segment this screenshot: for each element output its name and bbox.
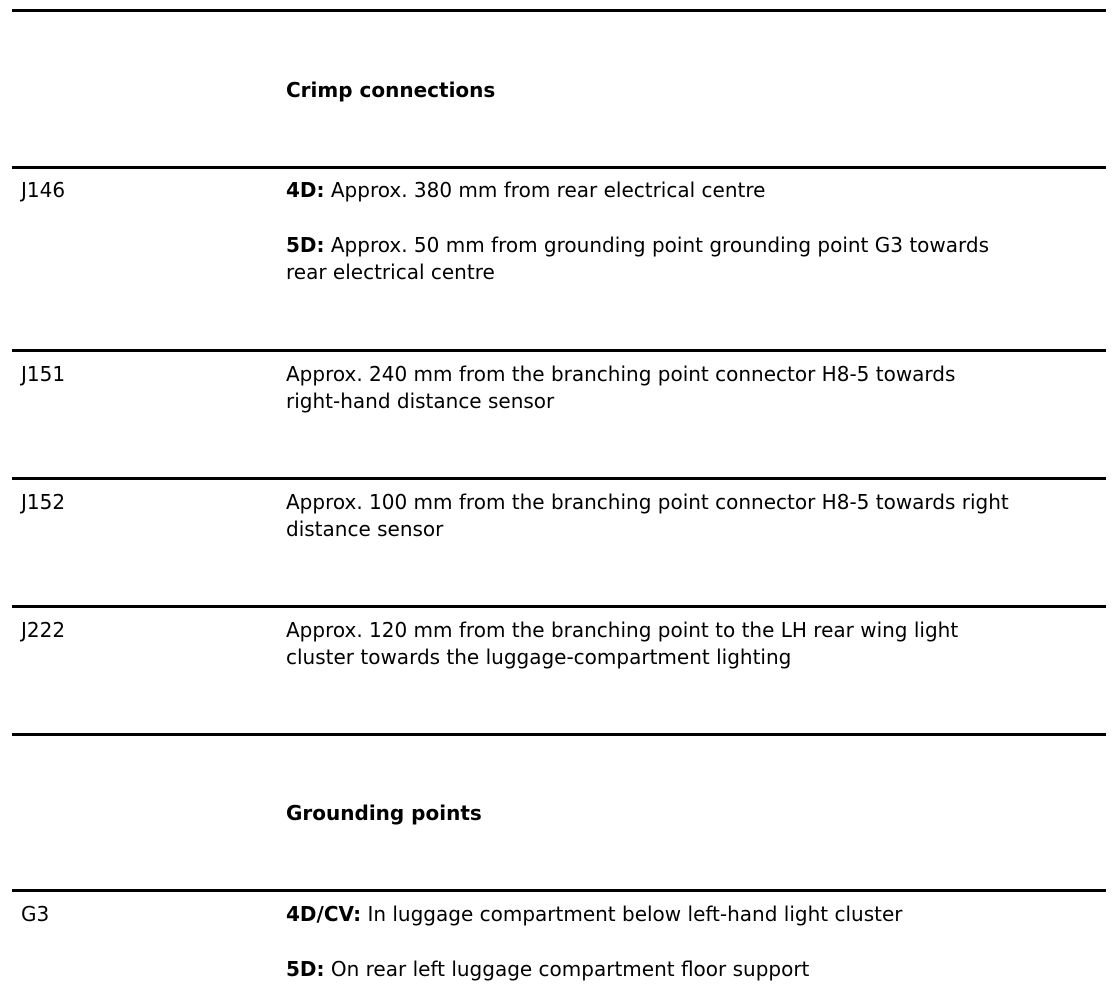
description-j152-line1: Approx. 100 mm from the branching point connector H8-5 towards right — [286, 490, 1009, 514]
row-divider-j222 — [12, 605, 1106, 608]
description-j151-line2: right-hand distance sensor — [286, 389, 555, 413]
connection-id-j146: J146 — [21, 178, 66, 202]
top-rule — [12, 9, 1106, 12]
description-j222-line1: Approx. 120 mm from the branching point to the LH rear wing light — [286, 618, 959, 642]
description-g3-5d — [286, 956, 809, 983]
grounding-id-g3: G3 — [21, 902, 50, 926]
section-heading-grounding-points: Grounding points — [286, 801, 482, 825]
description-text: Approx. 380 mm from rear electrical centre — [330, 178, 766, 202]
variant-label-4d: 4D: — [286, 178, 325, 202]
row-divider-j146 — [12, 166, 1106, 169]
description-g3-4dcv — [286, 901, 902, 928]
description-j146-4d — [286, 177, 765, 204]
description-text: On rear left luggage compartment floor support — [330, 957, 810, 981]
description-j146-5d — [286, 232, 989, 259]
section-divider-grounding — [12, 733, 1106, 736]
row-divider-j151 — [12, 349, 1106, 352]
row-divider-g3 — [12, 889, 1106, 892]
description-text: In luggage compartment below left-hand light cluster — [367, 902, 903, 926]
description-j146-5d-line2: rear electrical centre — [286, 260, 495, 284]
connection-id-j151: J151 — [21, 362, 66, 386]
connection-id-j152: J152 — [21, 490, 66, 514]
variant-label-5d: 5D: — [286, 233, 325, 257]
description-j152-line2: distance sensor — [286, 517, 444, 541]
section-heading-crimp-connections: Crimp connections — [286, 78, 496, 102]
description-j222-line2: cluster towards the luggage-compartment lighting — [286, 645, 792, 669]
description-j151-line1: Approx. 240 mm from the branching point connector H8-5 towards — [286, 362, 956, 386]
connection-id-j222: J222 — [21, 618, 66, 642]
variant-label-5d: 5D: — [286, 957, 325, 981]
description-text: Approx. 50 mm from grounding point grounding point G3 towards — [330, 233, 990, 257]
row-divider-j152 — [12, 477, 1106, 480]
variant-label-4dcv: 4D/CV: — [286, 902, 362, 926]
